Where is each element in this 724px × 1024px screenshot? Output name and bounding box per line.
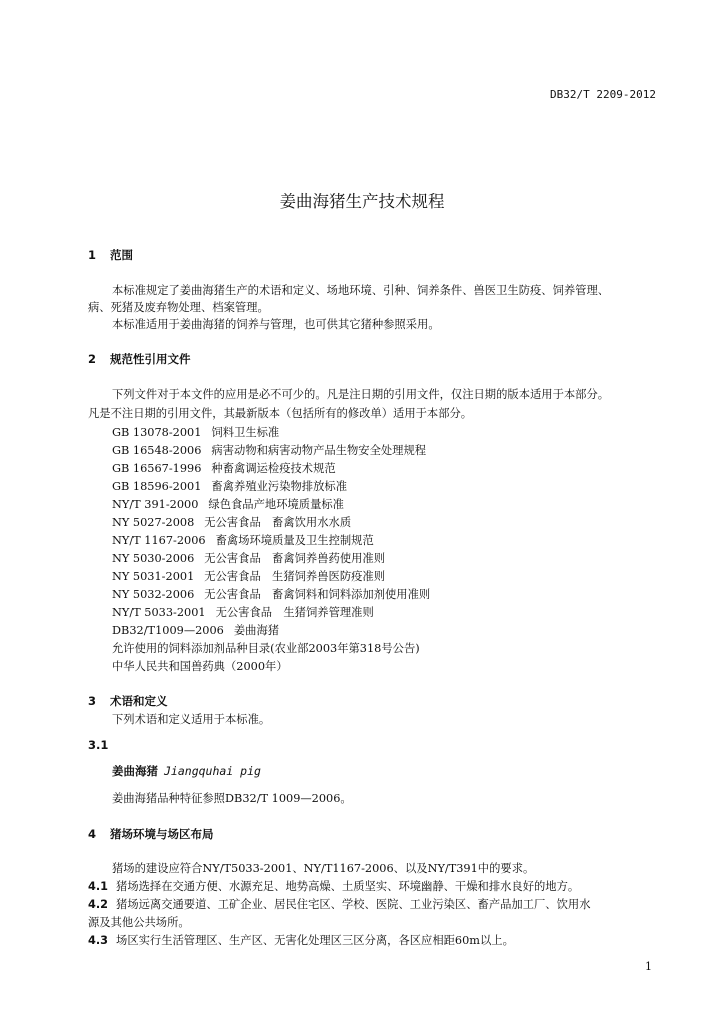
reference-item: NY/T 391-2000 绿色食品产地环境质量标准 xyxy=(112,498,344,511)
reference-item: NY 5031-2001 无公害食品 生猪饲养兽医防疫准则 xyxy=(112,570,386,583)
section-title: 猪场环境与场区布局 xyxy=(110,827,214,841)
paragraph: 病、死猪及废弃物处理、档案管理。 xyxy=(88,301,269,314)
clause-continuation: 源及其他公共场所。 xyxy=(88,916,190,929)
section-number: 3 xyxy=(88,694,97,708)
reference-item: GB 13078-2001 饲料卫生标准 xyxy=(112,426,280,439)
reference-item: DB32/T1009—2006 姜曲海猪 xyxy=(112,624,280,637)
document-title: 姜曲海猪生产技术规程 xyxy=(279,192,445,211)
paragraph: 本标准规定了姜曲海猪生产的术语和定义、场地环境、引种、饲养条件、兽医卫生防疫、饲养管理、 xyxy=(112,284,610,297)
section-title: 术语和定义 xyxy=(110,694,168,708)
section-title: 规范性引用文件 xyxy=(110,352,191,366)
clause-4-3: 4.3 场区实行生活管理区、生产区、无害化处理区三区分离，各区应相距60m以上。 xyxy=(88,934,514,947)
paragraph: 下列术语和定义适用于本标准。 xyxy=(112,713,271,726)
section-1-heading xyxy=(88,247,133,263)
reference-item: NY/T 5033-2001 无公害食品 生猪饲养管理准则 xyxy=(112,606,374,619)
reference-item: NY 5032-2006 无公害食品 畜禽饲料和饲料添加剂使用准则 xyxy=(112,588,431,601)
section-number: 2 xyxy=(88,352,97,366)
paragraph: 本标准适用于姜曲海猪的饲养与管理，也可供其它猪种参照采用。 xyxy=(112,318,440,331)
reference-item: GB 18596-2001 畜禽养殖业污染物排放标准 xyxy=(112,480,347,493)
paragraph: 下列文件对于本文件的应用是必不可少的。凡是注日期的引用文件，仅注日期的版本适用于本部分。 xyxy=(112,388,610,401)
term-entry xyxy=(112,763,261,779)
reference-item: 中华人民共和国兽药典（2000年） xyxy=(112,660,288,673)
reference-item: GB 16567-1996 种畜禽调运检疫技术规范 xyxy=(112,462,336,475)
standard-code: DB32/T 2209-2012 xyxy=(550,88,656,101)
clause-4-2: 4.2 猪场远离交通要道、工矿企业、居民住宅区、学校、医院、工业污染区、畜产品加工厂、饮用水 xyxy=(88,898,591,911)
subsection-number: 3.1 xyxy=(88,738,109,752)
section-4-heading xyxy=(88,826,214,842)
term-english: Jiangquhai pig xyxy=(164,764,261,778)
section-title: 范围 xyxy=(110,248,134,262)
section-number: 4 xyxy=(88,827,97,841)
page-number: 1 xyxy=(645,960,652,973)
clause-4-1: 4.1 猪场选择在交通方便、水源充足、地势高燥、土质坚实、环境幽静、干燥和排水良好的地方。 xyxy=(88,880,580,893)
section-number: 1 xyxy=(88,248,97,262)
reference-item: GB 16548-2006 病害动物和病害动物产品生物安全处理规程 xyxy=(112,444,427,457)
reference-item: NY/T 1167-2006 畜禽场环境质量及卫生控制规范 xyxy=(112,534,374,547)
paragraph: 凡是不注日期的引用文件，其最新版本（包括所有的修改单）适用于本部分。 xyxy=(88,407,473,420)
section-2-heading xyxy=(88,351,191,367)
reference-item: NY 5030-2006 无公害食品 畜禽饲养兽药使用准则 xyxy=(112,552,386,565)
paragraph: 猪场的建设应符合NY/T5033-2001、NY/T1167-2006、以及NY/T391中的要求。 xyxy=(112,862,535,875)
term-definition: 姜曲海猪品种特征参照DB32/T 1009—2006。 xyxy=(112,792,352,805)
reference-item: NY 5027-2008 无公害食品 畜禽饮用水水质 xyxy=(112,516,352,529)
term-chinese: 姜曲海猪 xyxy=(112,764,158,778)
section-3-heading xyxy=(88,693,168,709)
reference-item: 允许使用的饲料添加剂品种目录(农业部2003年第318号公告) xyxy=(112,642,420,655)
